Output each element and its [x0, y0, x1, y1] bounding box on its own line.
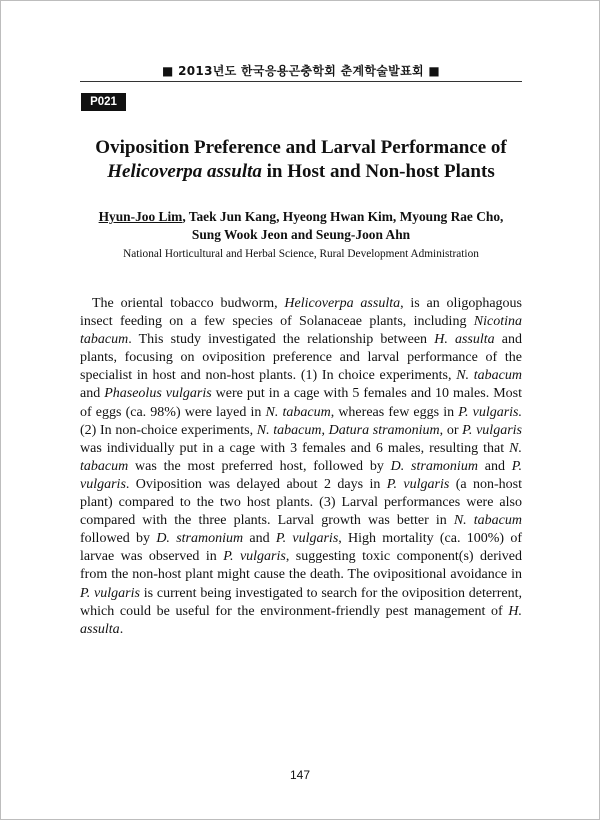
abstract-species-name: Nicotina tabacum: [80, 314, 522, 348]
title-text: Oviposition Preference and Larval Performance of: [95, 137, 507, 158]
header-rule: [80, 81, 522, 82]
abstract-text: , suggesting toxic component(s) derived from the non-host plant might cause the death. The ovipositional avoidance in: [80, 549, 522, 583]
abstract-species-name: D. stramonium: [156, 531, 244, 547]
paper-title: [80, 136, 522, 184]
abstract-species-name: P. vulgaris: [386, 476, 450, 492]
affiliation: National Horticultural and Herbal Science, Rural Development Administration: [123, 248, 479, 260]
abstract-species-name: P. vulgaris: [223, 549, 286, 565]
authors-line1: , Taek Jun Kang, Hyeong Hwan Kim, Myoung Rae Cho,: [182, 209, 504, 224]
abstract-species-name: N. tabacum: [265, 404, 331, 420]
abstract-text: , High mortality (ca. 100%) of larvae was observed in: [80, 531, 523, 565]
abstract-species-name: H. assulta: [80, 603, 522, 637]
abstract-text: is current being investigated to search for the oviposition deterrent, which could be useful for the environment-friendly pest management of: [80, 585, 522, 619]
page-number: 147: [289, 768, 311, 782]
abstract-species-name: P. vulgaris.: [458, 404, 522, 420]
abstract-species-name: P. vulgaris: [275, 531, 339, 547]
abstract-species-name: P. vulgaris: [462, 422, 522, 438]
abstract-text: was the most preferred host, followed by: [128, 458, 391, 474]
abstract-text: , or: [439, 422, 463, 438]
abstract-text: and: [80, 386, 105, 402]
abstract-text: (a non-host plant) compared to the two host plants. (3) Larval performances were also compared with the three plants. Larval growth was better in: [80, 476, 522, 529]
abstract-species-name: Helicoverpa assulta: [284, 296, 401, 311]
abstract-species-name: P. vulgaris: [80, 458, 523, 492]
abstract-species-name: D. stramonium: [390, 458, 478, 474]
title-species: Helicoverpa assulta: [107, 161, 262, 182]
abstract-text: was individually put in a cage with 3 females and 6 males, resulting that: [80, 440, 510, 456]
abstract-text: . This study investigated the relationship between: [128, 332, 435, 348]
abstract-text: and plants, focusing on oviposition preference and larval performance of the specialist in host and non-host plants. (1) In choice experiments,: [80, 332, 522, 384]
abstract-species-name: P. vulgaris: [80, 585, 140, 601]
abstract-species-name: N. tabacum: [456, 368, 522, 384]
authors-line2: Sung Wook Jeon and Seung-Joon Ahn: [191, 227, 411, 242]
abstract-species-name: Phaseolus vulgaris: [104, 386, 212, 402]
title-text-end: in Host and Non-host Plants: [261, 161, 495, 182]
abstract-text: (2) In non-choice experiments,: [80, 422, 257, 438]
poster-id-badge: P021: [81, 93, 126, 111]
abstract-text: . Oviposition was delayed about 2 days in: [125, 476, 387, 492]
abstract-text: ,: [321, 422, 329, 438]
abstract-species-name: N. tabacum: [256, 422, 322, 438]
abstract-text: , is an oligophagous insect feeding on a few species of Solanaceae plants, including: [80, 296, 522, 330]
abstract-text: The oriental tobacco budworm,: [92, 296, 285, 311]
abstract-species-name: Datura stramonium: [328, 422, 440, 438]
abstract-text: , whereas few eggs in: [330, 404, 459, 420]
abstract-text: followed by: [80, 531, 157, 547]
abstract-text: and: [477, 458, 512, 474]
abstract-species-name: H. assulta: [434, 332, 495, 348]
presenting-author: Hyun-Joo Lim: [98, 209, 183, 224]
author-list: [80, 208, 522, 244]
running-header: ■ 2013년도 한국응용곤충학회 춘계학술발표회 ■: [162, 64, 440, 78]
abstract-body: [80, 295, 522, 639]
abstract-species-name: N. tabacum: [453, 513, 522, 529]
abstract-text: and: [243, 531, 276, 547]
abstract-species-name: N. tabacum: [80, 440, 522, 474]
abstract-text: were put in a cage with 5 females and 10 males. Most of eggs (ca. 98%) were layed in: [80, 386, 522, 420]
abstract-text: .: [119, 621, 124, 637]
